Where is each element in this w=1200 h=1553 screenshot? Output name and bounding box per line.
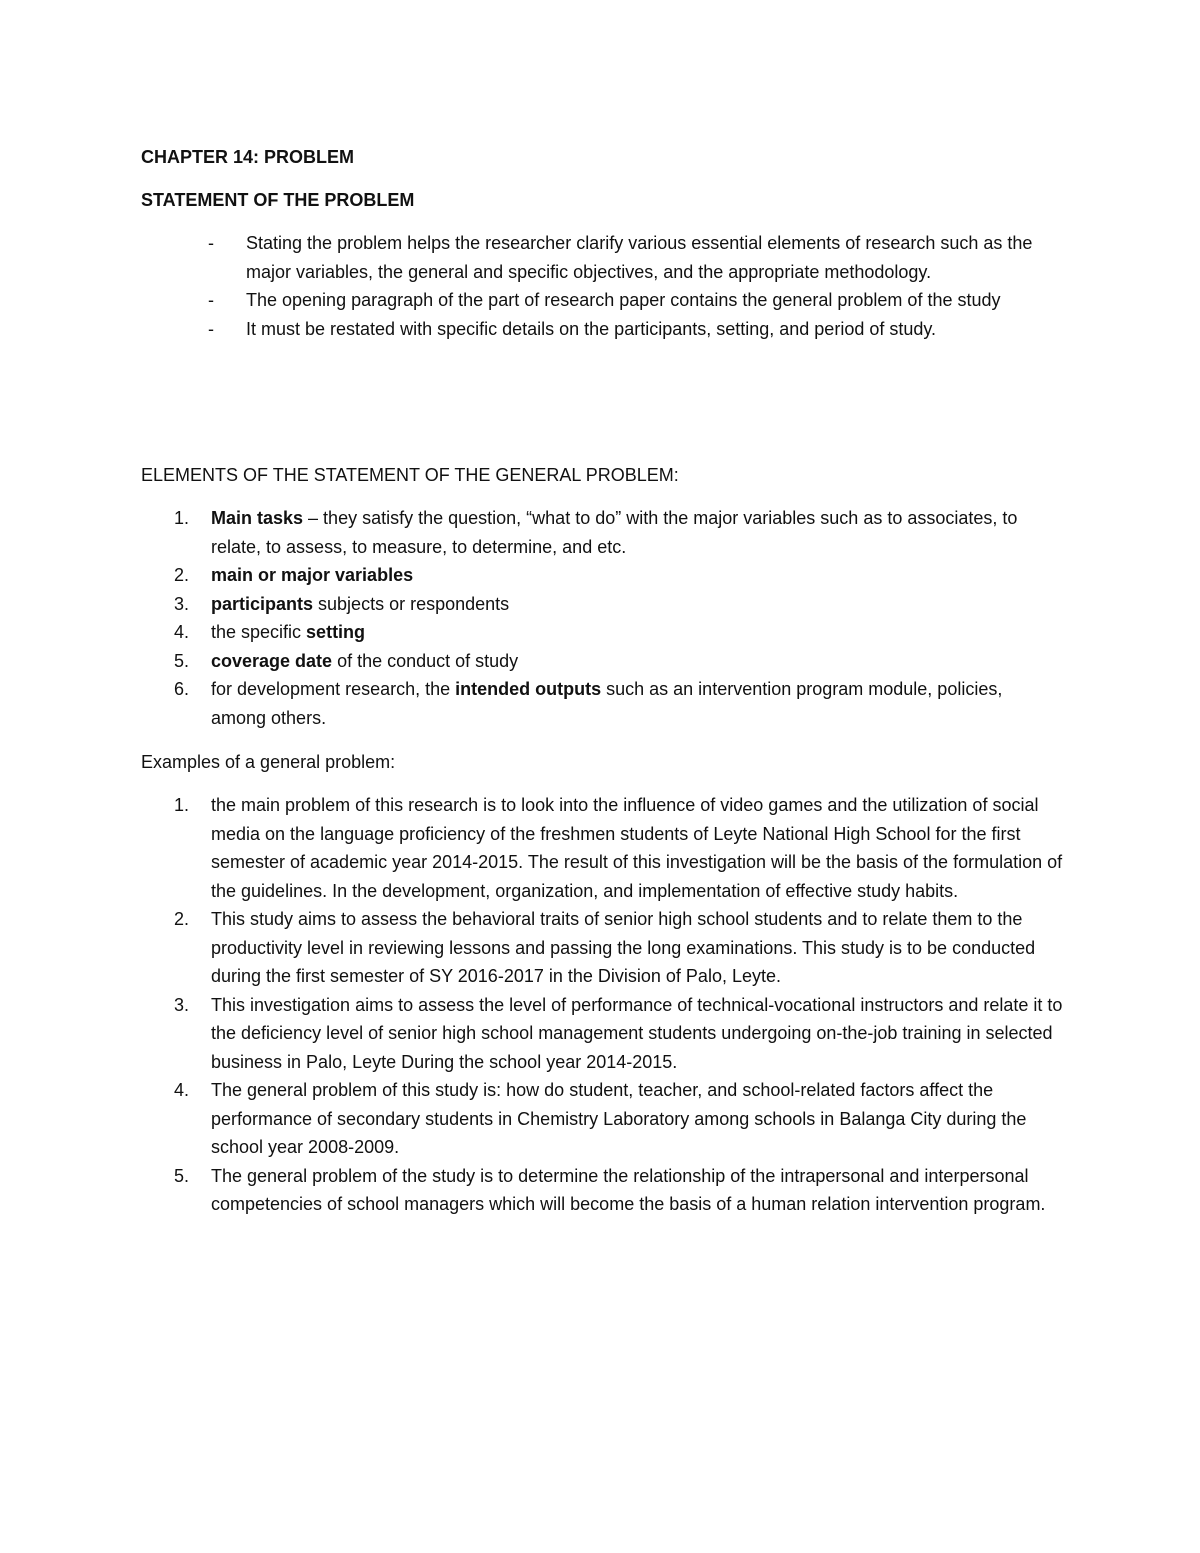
- number-marker: 2.: [174, 565, 190, 585]
- list-item: [141, 905, 1071, 991]
- element-bold-term: participants: [211, 593, 314, 614]
- list-item: [141, 590, 1041, 619]
- dash-marker: -: [208, 318, 214, 339]
- number-marker: 6.: [174, 679, 190, 699]
- element-bold-term: coverage date: [211, 650, 333, 671]
- examples-list-block: [141, 791, 1071, 1219]
- statement-bullet-list: [141, 229, 1081, 343]
- statement-section: [141, 186, 1071, 215]
- list-item: [141, 647, 1041, 676]
- number-marker: 1.: [174, 795, 190, 815]
- dash-marker: -: [208, 290, 214, 310]
- elements-list-block: [141, 504, 1041, 732]
- list-item: [141, 286, 1081, 315]
- example-text: This investigation aims to assess the level of performance of technical-vocational instructors and relate it to the deficiency level of senior high school management students undergoing on-the-job training in selected business in Palo, Leyte During the school year 2014-2015.: [211, 994, 1063, 1072]
- dash-marker: -: [208, 233, 214, 253]
- number-marker: 1.: [174, 508, 190, 528]
- example-text: The general problem of this study is: how do student, teacher, and school-related factors affect the performance of secondary students in Chemistry Laboratory among schools in Balanga City during the school year 2008-2009.: [211, 1080, 1027, 1157]
- example-text: This study aims to assess the behavioral traits of senior high school students and to relate them to the productivity level in reviewing lessons and passing the long examinations. This study is to be conducted during the first semester of SY 2016-2017 in the Division of Palo, Leyte.: [211, 909, 1036, 986]
- element-bold-term: setting: [306, 622, 366, 642]
- number-marker: 3.: [174, 994, 190, 1015]
- element-bold-term: main or major variables: [211, 565, 414, 585]
- element-bold-term: Main tasks: [211, 508, 304, 528]
- elements-section: [141, 461, 1071, 490]
- list-item: [141, 504, 1041, 561]
- element-pre-text: the specific: [211, 622, 307, 642]
- list-item: [141, 991, 1071, 1077]
- statement-heading: STATEMENT OF THE PROBLEM: [141, 190, 415, 210]
- number-marker: 5.: [174, 1165, 190, 1186]
- bullet-text: Stating the problem helps the researcher clarify various essential elements of research such as the major variables, the general and specific objectives, and the appropriate methodology.: [246, 233, 1033, 282]
- element-text: – they satisfy the question, “what to do” with the major variables such as to associates, to relate, to assess, to measure, to determine, and etc.: [211, 508, 1018, 557]
- elements-list: [141, 504, 1041, 732]
- example-text: the main problem of this research is to look into the influence of video games and the utilization of social media on the language proficiency of the freshmen students of Leyte National High School for the first semester of academic year 2014-2015. The result of this investigation will be the basis of the formulation of the guidelines. In the development, organization, and implementation of effective study habits.: [211, 795, 1063, 901]
- list-item: [141, 1162, 1071, 1219]
- number-marker: 4.: [174, 622, 190, 642]
- number-marker: 3.: [174, 593, 190, 614]
- number-marker: 2.: [174, 909, 190, 929]
- list-item: [141, 675, 1041, 732]
- bullet-text: The opening paragraph of the part of research paper contains the general problem of the study: [246, 290, 1001, 310]
- number-marker: 5.: [174, 650, 190, 671]
- list-item: [141, 561, 1041, 590]
- list-item: [141, 791, 1071, 905]
- element-text: such as an intervention program module, policies, among others.: [211, 679, 1003, 728]
- element-text: of the conduct of study: [332, 650, 519, 671]
- example-text: The general problem of the study is to determine the relationship of the intrapersonal and interpersonal competencies of school managers which will become the basis of a human relation intervention program.: [211, 1165, 1046, 1214]
- bullet-text: It must be restated with specific details on the participants, setting, and period of study.: [246, 318, 937, 339]
- elements-heading: ELEMENTS OF THE STATEMENT OF THE GENERAL PROBLEM:: [141, 465, 679, 485]
- number-marker: 4.: [174, 1080, 190, 1100]
- list-item: [141, 229, 1081, 286]
- list-item: [141, 315, 1081, 344]
- statement-bullets-block: [141, 229, 1081, 343]
- list-item: [141, 1076, 1071, 1162]
- chapter-title: CHAPTER 14: PROBLEM: [141, 147, 355, 167]
- examples-section: [141, 748, 1071, 777]
- list-item: [141, 618, 1041, 647]
- element-bold-term: intended outputs: [455, 679, 602, 699]
- element-text: subjects or respondents: [313, 593, 510, 614]
- examples-heading: Examples of a general problem:: [141, 752, 396, 772]
- element-pre-text: for development research, the: [211, 679, 456, 699]
- examples-list: [141, 791, 1071, 1219]
- chapter-title-block: [141, 143, 1071, 172]
